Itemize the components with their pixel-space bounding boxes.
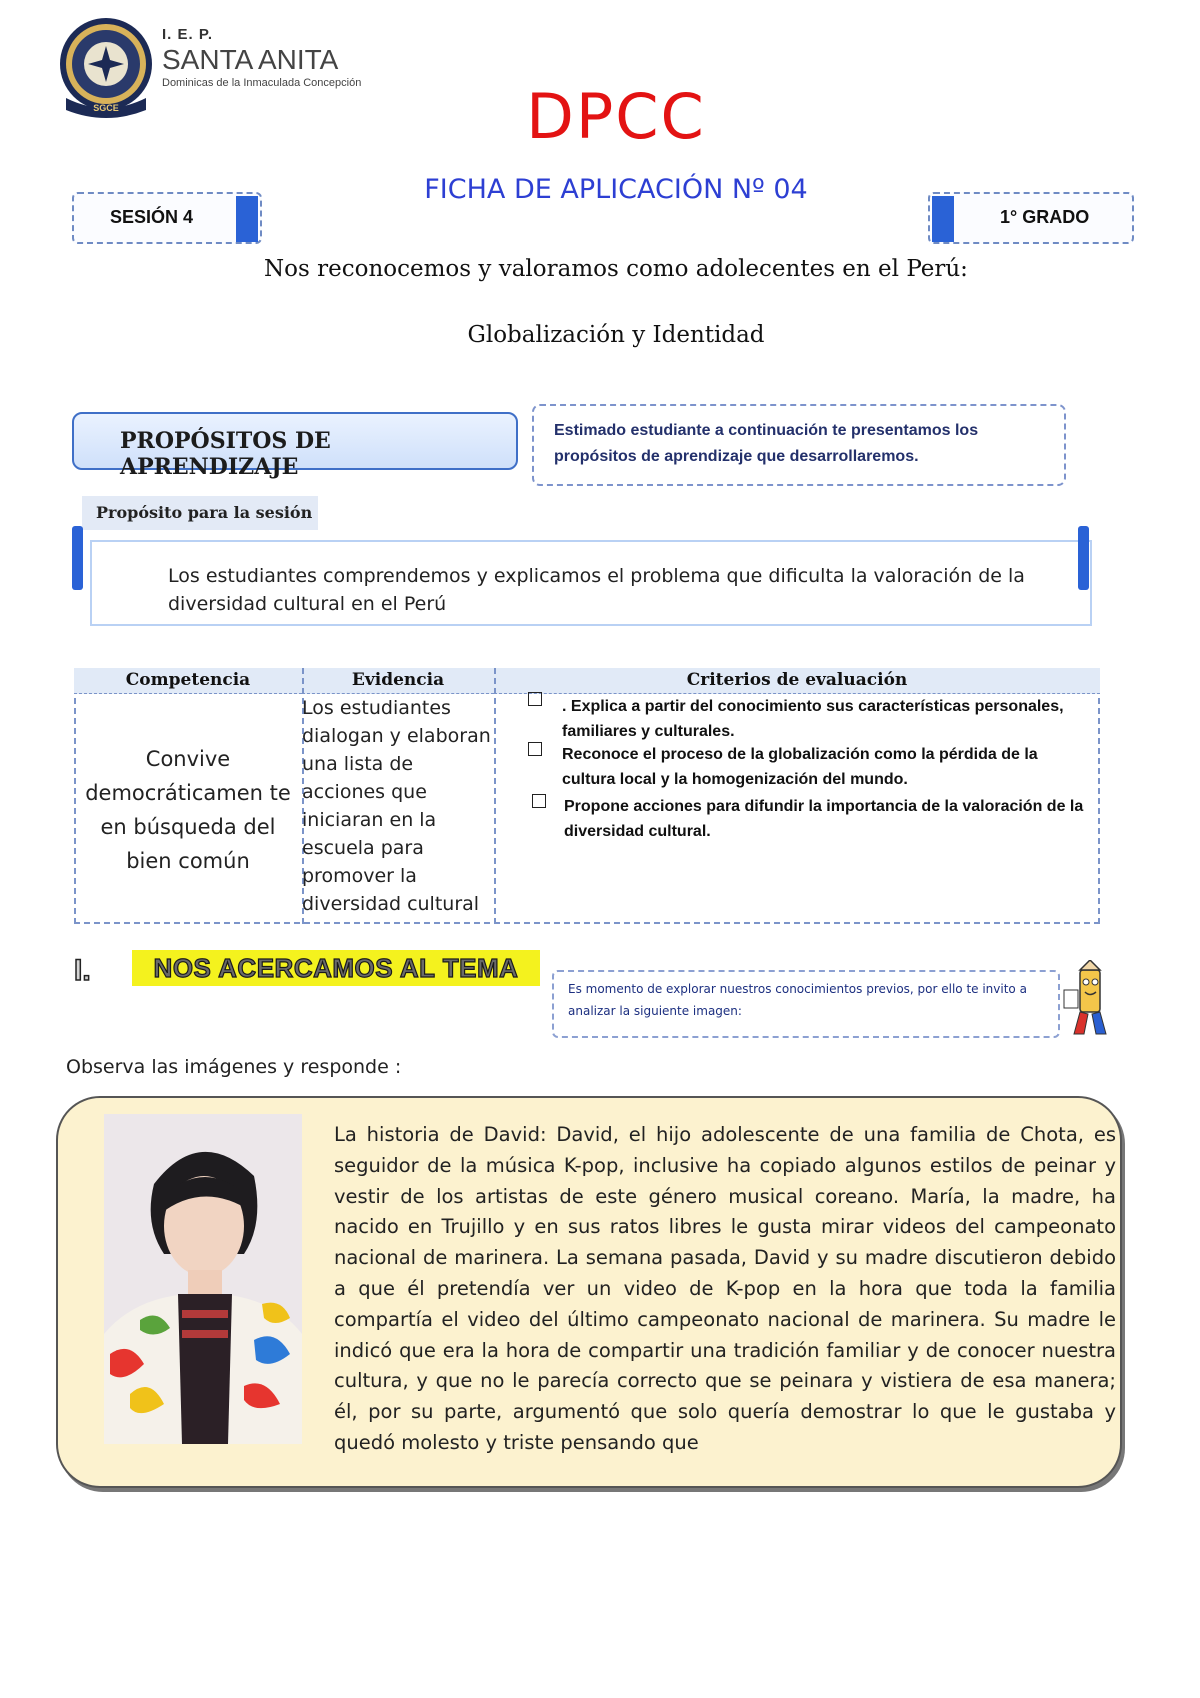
competency-table [74, 668, 1100, 924]
tag-accent-bar [236, 196, 258, 242]
observe-prompt: Observa las imágenes y responde : [66, 1056, 402, 1078]
pencil-character-icon [1058, 960, 1122, 1040]
svg-text:SGCE: SGCE [93, 103, 119, 113]
header-evidencia: Evidencia [302, 668, 494, 694]
worksheet-title: FICHA DE APLICACIÓN Nº 04 [424, 174, 808, 205]
school-iep: I. E. P. [162, 26, 214, 43]
grade-tag [928, 192, 1134, 244]
tag-accent-bar [932, 196, 954, 242]
explore-note-box [552, 970, 1060, 1038]
criterion-checkbox[interactable] [528, 742, 542, 756]
explore-note: Es momento de explorar nuestros conocimientos previos, por ello te invito a analizar la siguiente imagen: [568, 982, 1027, 1018]
criterion-item: Reconoce el proceso de la globalización como la pérdida de la cultura local y la homogenización del mundo. [562, 746, 1038, 788]
header-criterios: Criterios de evaluación [494, 668, 1100, 694]
section-title: NOS ACERCAMOS AL TEMA [132, 950, 540, 986]
subject-title: DPCC [526, 80, 706, 153]
criterion-checkbox[interactable] [528, 692, 542, 706]
competencia-cell [74, 694, 302, 924]
purposes-heading-box [72, 412, 518, 480]
topic-title: Nos reconocemos y valoramos como adolecentes en el Perú: [264, 256, 968, 282]
purposes-note-box [532, 404, 1066, 486]
purpose-bar-left [72, 526, 83, 590]
student-photo [104, 1114, 302, 1444]
evidencia-text: Los estudiantes dialogan y elaboran una lista de acciones que iniciaran en la escuela para promover la diversidad cultural [302, 697, 491, 915]
purposes-note: Estimado estudiante a continuación te presentamos los propósitos de aprendizaje que desarrollaremos. [554, 422, 979, 465]
session-label: SESIÓN 4 [110, 207, 194, 227]
school-subtitle: Dominicas de la Inmaculada Concepción [162, 77, 362, 89]
session-tag [72, 192, 262, 244]
header-competencia: Competencia [74, 668, 302, 694]
criterion-item: . Explica a partir del conocimiento sus características personales, familiares y culturales. [562, 698, 1064, 740]
column-divider [494, 668, 496, 924]
session-purpose-text: Los estudiantes comprendemos y explicamos el problema que dificulta la valoración de la diversidad cultural en el Perú [168, 565, 1025, 615]
criterion-checkbox[interactable] [532, 794, 546, 808]
competencia-text: Convive democráticamen te en búsqueda del bien común [85, 747, 291, 873]
story-text: La historia de David: David, el hijo adolescente de una familia de Chota, es seguidor de la música K-pop, inclusive ha copiado algunos estilos de peinar y vestir de los artistas de este género musical coreano. María, la madre, ha nacido en Trujillo y en sus ratos libres le gusta mirar videos del campeonato nacional de marinera. La semana pasada, David y su madre discutieron debido a que él pretendía ver un video de K-pop en la hora que toda la familia compartía el video del último campeonato nacional de marinera. Su madre le indicó que era la hora de compartir una tradición familiar y de conocer nuestra cultura, y que no le parecía correcto que se peinara y vistiera de esa manera; él, por su parte, argumentó que solo quería demostrar lo que le gustaba y quedó molesto y triste pensando que [334, 1123, 1116, 1454]
school-name: SANTA ANITA [162, 44, 339, 75]
criterion-item: Propone acciones para difundir la importancia de la valoración de la diversidad cultural. [564, 798, 1084, 840]
section-number: I. [74, 954, 91, 987]
topic-subtitle: Globalización y Identidad [467, 322, 765, 348]
purposes-heading: PROPÓSITOS DE APRENDIZAJE [120, 428, 331, 480]
session-purpose-label-text: Propósito para la sesión [96, 503, 313, 522]
session-purpose-label [82, 496, 318, 530]
grade-label: 1° GRADO [1000, 207, 1090, 227]
